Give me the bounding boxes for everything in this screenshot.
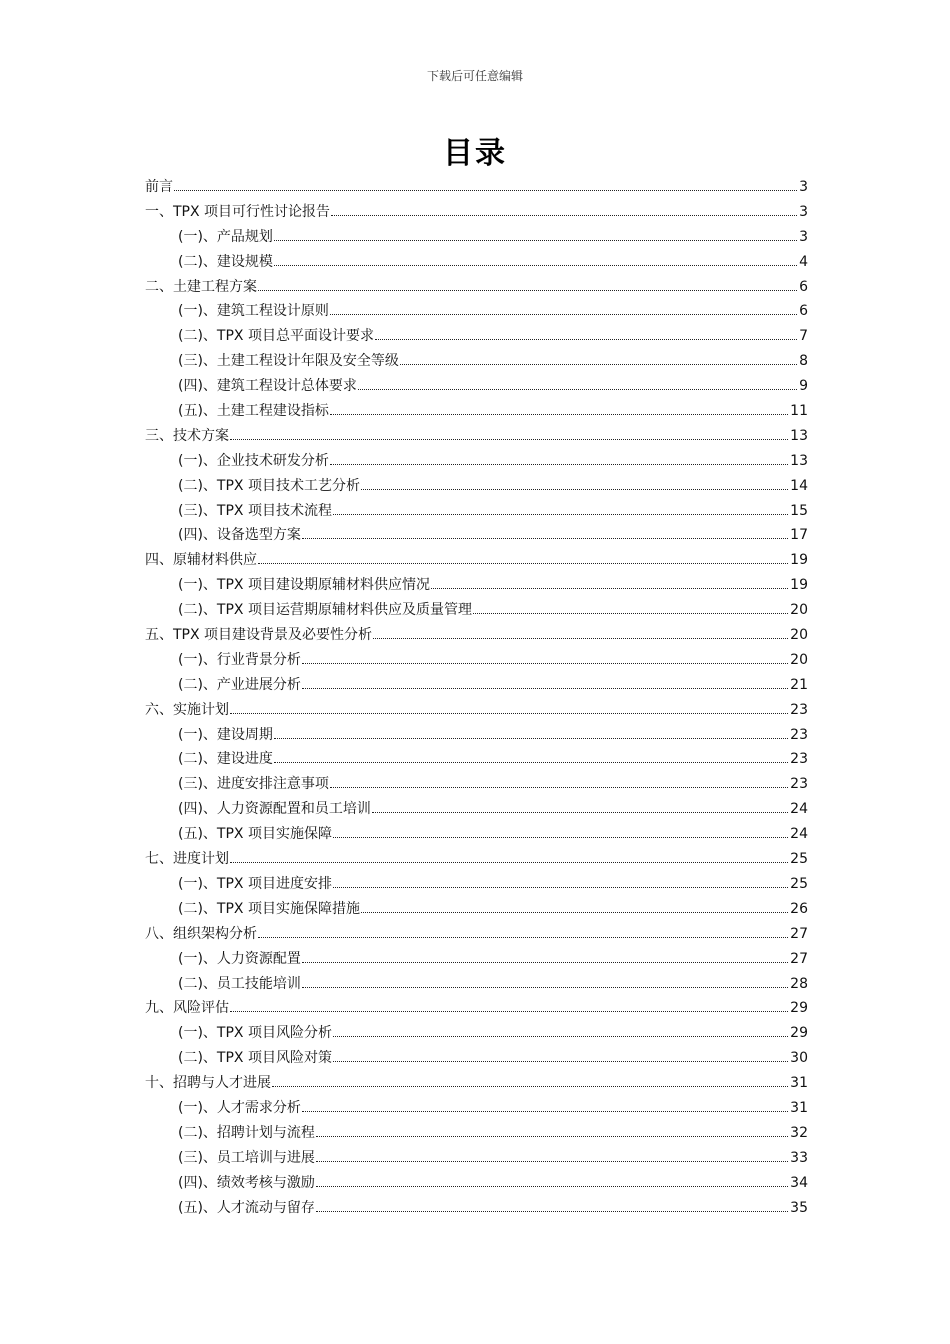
toc-dot-leader xyxy=(302,688,788,689)
toc-entry-subsection[interactable] xyxy=(145,1121,808,1146)
toc-entry-label: (一)、行业背景分析 xyxy=(178,651,301,668)
toc-dot-leader xyxy=(316,1136,788,1137)
toc-dot-leader xyxy=(473,613,788,614)
toc-dot-leader xyxy=(333,1061,788,1062)
toc-entry-page-number: 17 xyxy=(790,527,808,544)
toc-entry-label: 二、土建工程方案 xyxy=(145,278,257,295)
toc-entry-label: (二)、TPX 项目实施保障措施 xyxy=(178,900,360,917)
toc-entry-subsection[interactable] xyxy=(145,797,808,822)
toc-dot-leader xyxy=(302,663,788,664)
toc-dot-leader xyxy=(333,514,788,515)
toc-entry-page-number: 19 xyxy=(790,552,808,569)
toc-entry-subsection[interactable] xyxy=(145,747,808,772)
toc-dot-leader xyxy=(333,887,788,888)
toc-dot-leader xyxy=(316,1186,788,1187)
toc-entry-subsection[interactable] xyxy=(145,399,808,424)
toc-entry-label: (四)、设备选型方案 xyxy=(178,527,301,544)
toc-dot-leader xyxy=(230,713,788,714)
toc-entry-subsection[interactable] xyxy=(145,1171,808,1196)
toc-entry-section[interactable] xyxy=(145,200,808,225)
toc-entry-page-number: 23 xyxy=(790,776,808,793)
toc-dot-leader xyxy=(316,1161,788,1162)
toc-entry-page-number: 33 xyxy=(790,1149,808,1166)
toc-entry-page-number: 21 xyxy=(790,676,808,693)
toc-entry-label: (四)、建筑工程设计总体要求 xyxy=(178,378,357,395)
toc-dot-leader xyxy=(361,912,788,913)
toc-entry-page-number: 31 xyxy=(790,1075,808,1092)
toc-entry-page-number: 3 xyxy=(799,179,808,195)
toc-entry-label: 九、风险评估 xyxy=(145,1000,229,1017)
toc-entry-label: 五、TPX 项目建设背景及必要性分析 xyxy=(145,627,373,644)
toc-entry-label: (二)、TPX 项目运营期原辅材料供应及质量管理 xyxy=(178,602,472,619)
toc-entry-label: (二)、建设规模 xyxy=(178,253,273,270)
toc-entry-page-number: 24 xyxy=(790,826,808,843)
toc-entry-subsection[interactable] xyxy=(145,225,808,250)
toc-entry-label: 八、组织架构分析 xyxy=(145,925,257,942)
toc-entry-label: (一)、TPX 项目建设期原辅材料供应情况 xyxy=(178,577,430,594)
toc-entry-subsection[interactable] xyxy=(145,1146,808,1171)
toc-entry-label: (五)、土建工程建设指标 xyxy=(178,403,329,420)
toc-entry-label: (三)、员工培训与进展 xyxy=(178,1149,315,1166)
toc-entry-section[interactable] xyxy=(145,275,808,300)
toc-dot-leader xyxy=(361,489,788,490)
toc-dot-leader xyxy=(316,1211,788,1212)
toc-entry-label: 四、原辅材料供应 xyxy=(145,552,257,569)
toc-entry-subsection[interactable] xyxy=(145,1046,808,1071)
toc-dot-leader xyxy=(302,962,788,963)
toc-entry-page-number: 20 xyxy=(790,627,808,644)
toc-entry-section[interactable] xyxy=(145,175,808,200)
toc-entry-label: (五)、TPX 项目实施保障 xyxy=(178,826,332,843)
toc-entry-page-number: 34 xyxy=(790,1174,808,1191)
toc-dot-leader xyxy=(258,290,797,291)
toc-entry-page-number: 13 xyxy=(790,427,808,444)
toc-entry-label: 七、进度计划 xyxy=(145,851,229,868)
toc-entry-subsection[interactable] xyxy=(145,872,808,897)
toc-entry-label: 三、技术方案 xyxy=(145,427,229,444)
toc-entry-subsection[interactable] xyxy=(145,499,808,524)
toc-dot-leader xyxy=(330,314,797,315)
toc-entry-page-number: 11 xyxy=(790,403,808,420)
toc-entry-label: (二)、员工技能培训 xyxy=(178,975,301,992)
toc-dot-leader xyxy=(331,215,797,216)
header-note: 下载后可任意编辑 xyxy=(426,69,523,83)
toc-dot-leader xyxy=(333,1036,788,1037)
toc-entry-subsection[interactable] xyxy=(145,673,808,698)
toc-entry-page-number: 24 xyxy=(790,801,808,818)
toc-entry-page-number: 14 xyxy=(790,477,808,494)
toc-entry-label: (二)、TPX 项目总平面设计要求 xyxy=(178,328,374,345)
toc-entry-subsection[interactable] xyxy=(145,573,808,598)
toc-entry-subsection[interactable] xyxy=(145,349,808,374)
toc-entry-label: (一)、人才需求分析 xyxy=(178,1099,301,1116)
toc-entry-label: (二)、建设进度 xyxy=(178,751,273,768)
toc-entry-subsection[interactable] xyxy=(145,374,808,399)
toc-entry-page-number: 3 xyxy=(799,228,808,245)
toc-entry-page-number: 8 xyxy=(799,353,808,370)
toc-dot-leader xyxy=(258,937,788,938)
toc-entry-page-number: 30 xyxy=(790,1050,808,1067)
toc-entry-page-number: 20 xyxy=(790,651,808,668)
toc-entry-subsection[interactable] xyxy=(145,822,808,847)
toc-entry-page-number: 29 xyxy=(790,1025,808,1042)
toc-entry-page-number: 19 xyxy=(790,577,808,594)
toc-title: 目录 xyxy=(443,136,507,171)
toc-dot-leader xyxy=(230,1011,788,1012)
toc-dot-leader xyxy=(274,762,788,763)
toc-dot-leader xyxy=(330,414,788,415)
toc-dot-leader xyxy=(375,339,797,340)
toc-entry-label: (二)、TPX 项目技术工艺分析 xyxy=(178,477,360,494)
toc-entry-page-number: 23 xyxy=(790,701,808,718)
toc-dot-leader xyxy=(330,787,788,788)
toc-entry-label: (三)、进度安排注意事项 xyxy=(178,776,329,793)
toc-entry-page-number: 23 xyxy=(790,726,808,743)
toc-entry-subsection[interactable] xyxy=(145,523,808,548)
toc-entry-page-number: 4 xyxy=(799,253,808,270)
toc-entry-page-number: 13 xyxy=(790,452,808,469)
toc-entry-page-number: 7 xyxy=(799,328,808,345)
toc-dot-leader xyxy=(230,439,788,440)
toc-entry-label: (一)、TPX 项目进度安排 xyxy=(178,875,332,892)
toc-entry-label: 一、TPX 项目可行性讨论报告 xyxy=(145,203,331,220)
toc-entry-page-number: 3 xyxy=(799,203,808,220)
toc-dot-leader xyxy=(230,862,788,863)
toc-entry-section[interactable] xyxy=(145,548,808,573)
toc-entry-subsection[interactable] xyxy=(145,972,808,997)
toc-entry-label: (一)、建筑工程设计原则 xyxy=(178,303,329,320)
toc-dot-leader xyxy=(431,588,788,589)
toc-dot-leader xyxy=(302,538,788,539)
toc-entry-label: (五)、人才流动与留存 xyxy=(178,1199,315,1216)
toc-entry-label: 前言 xyxy=(145,179,173,195)
toc-entry-subsection[interactable] xyxy=(145,947,808,972)
toc-entry-page-number: 9 xyxy=(799,378,808,395)
toc-entry-section[interactable] xyxy=(145,847,808,872)
toc-entry-section[interactable] xyxy=(145,922,808,947)
toc-entry-label: (四)、人力资源配置和员工培训 xyxy=(178,801,371,818)
toc-entry-page-number: 26 xyxy=(790,900,808,917)
toc-dot-leader xyxy=(302,1111,788,1112)
toc-entry-page-number: 15 xyxy=(790,502,808,519)
toc-entry-subsection[interactable] xyxy=(145,1196,808,1221)
toc-dot-leader xyxy=(274,738,788,739)
toc-entry-section[interactable] xyxy=(145,623,808,648)
toc-dot-leader xyxy=(174,190,797,191)
toc-dot-leader xyxy=(302,987,788,988)
toc-entry-label: (三)、TPX 项目技术流程 xyxy=(178,502,332,519)
toc-dot-leader xyxy=(272,1086,788,1087)
toc-entry-page-number: 25 xyxy=(790,851,808,868)
toc-entry-page-number: 35 xyxy=(790,1199,808,1216)
toc-entry-page-number: 27 xyxy=(790,925,808,942)
toc-entry-subsection[interactable] xyxy=(145,598,808,623)
toc-dot-leader xyxy=(274,240,797,241)
table-of-contents xyxy=(145,175,808,1220)
toc-entry-section[interactable] xyxy=(145,1071,808,1096)
toc-entry-subsection[interactable] xyxy=(145,250,808,275)
toc-entry-page-number: 20 xyxy=(790,602,808,619)
toc-entry-subsection[interactable] xyxy=(145,1096,808,1121)
toc-entry-page-number: 25 xyxy=(790,875,808,892)
toc-dot-leader xyxy=(372,812,788,813)
toc-entry-subsection[interactable] xyxy=(145,648,808,673)
toc-dot-leader xyxy=(373,638,788,639)
toc-entry-label: (一)、人力资源配置 xyxy=(178,950,301,967)
toc-entry-page-number: 32 xyxy=(790,1124,808,1141)
toc-entry-subsection[interactable] xyxy=(145,772,808,797)
toc-entry-label: (四)、绩效考核与激励 xyxy=(178,1174,315,1191)
toc-entry-subsection[interactable] xyxy=(145,1021,808,1046)
toc-entry-section[interactable] xyxy=(145,698,808,723)
toc-dot-leader xyxy=(258,563,788,564)
toc-entry-page-number: 31 xyxy=(790,1099,808,1116)
toc-entry-subsection[interactable] xyxy=(145,474,808,499)
toc-dot-leader xyxy=(400,364,797,365)
toc-entry-label: (一)、产品规划 xyxy=(178,228,273,245)
toc-entry-label: (一)、企业技术研发分析 xyxy=(178,452,329,469)
toc-dot-leader xyxy=(330,464,788,465)
toc-entry-label: 十、招聘与人才进展 xyxy=(145,1075,271,1092)
toc-entry-subsection[interactable] xyxy=(145,299,808,324)
toc-entry-page-number: 6 xyxy=(799,303,808,320)
toc-dot-leader xyxy=(274,265,797,266)
toc-entry-subsection[interactable] xyxy=(145,324,808,349)
toc-entry-label: (一)、TPX 项目风险分析 xyxy=(178,1025,332,1042)
toc-dot-leader xyxy=(358,389,797,390)
toc-entry-page-number: 6 xyxy=(799,278,808,295)
toc-entry-label: (二)、招聘计划与流程 xyxy=(178,1124,315,1141)
toc-entry-subsection[interactable] xyxy=(145,449,808,474)
toc-dot-leader xyxy=(333,837,788,838)
toc-entry-page-number: 28 xyxy=(790,975,808,992)
toc-entry-label: (一)、建设周期 xyxy=(178,726,273,743)
toc-entry-section[interactable] xyxy=(145,424,808,449)
toc-entry-page-number: 29 xyxy=(790,1000,808,1017)
toc-entry-label: (二)、TPX 项目风险对策 xyxy=(178,1050,332,1067)
toc-entry-page-number: 27 xyxy=(790,950,808,967)
toc-entry-label: (三)、土建工程设计年限及安全等级 xyxy=(178,353,399,370)
toc-entry-section[interactable] xyxy=(145,996,808,1021)
toc-entry-label: (二)、产业进展分析 xyxy=(178,676,301,693)
toc-entry-subsection[interactable] xyxy=(145,723,808,748)
toc-entry-label: 六、实施计划 xyxy=(145,701,229,718)
toc-entry-page-number: 23 xyxy=(790,751,808,768)
toc-entry-subsection[interactable] xyxy=(145,897,808,922)
